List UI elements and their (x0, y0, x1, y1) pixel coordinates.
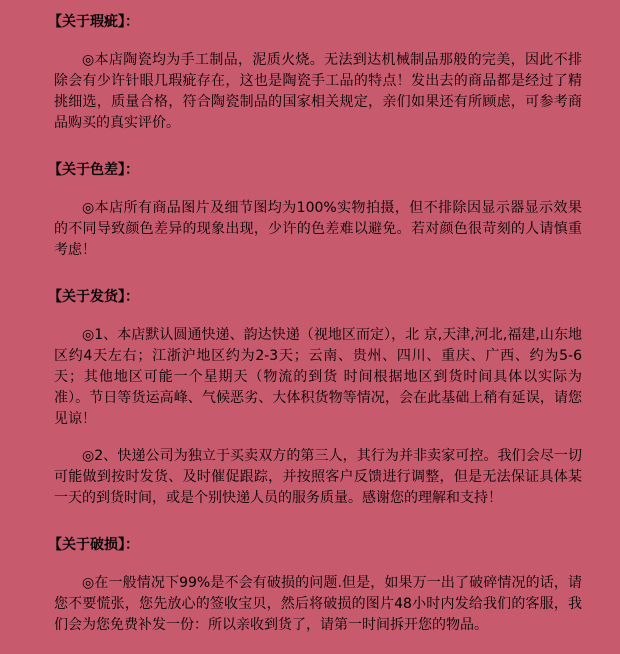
section-heading-shipping: 【关于发货】： (48, 289, 139, 305)
section-heading-color-difference: 【关于色差】： (48, 162, 139, 178)
paragraph-color-difference: ◎本店所有商品图片及细节图均为100%实物拍摄，但不排除因显示器显示效果的不同导致颜色差异的现象出现，少许的色差难以避免。若对颜色很苛刻的人请慎重考虑！ (54, 200, 582, 258)
paragraph-defects: ◎本店陶瓷均为手工制品，泥质火烧。无法到达机械制品那般的完美，因此不排除会有少许针眼几瑕疵存在，这也是陶瓷手工品的特点！发出去的商品都是经过了精挑细选，质量合格，符合陶瓷制品的国家相关规定，亲们如果还有所顾虑，可参考商品购买的真实评价。 (54, 52, 582, 131)
section-damage (48, 535, 582, 636)
section-heading-damage: 【关于破损】： (48, 537, 139, 553)
section-shipping (48, 287, 582, 509)
paragraph-damage: ◎在一般情况下99%是不会有破损的问题.但是，如果万一出了破碎情况的话，请您不要慌张，您先放心的签收宝贝，然后将破损的图片48小时内发给我们的客服，我们会为您免费补发一份：所以亲收到货了，请第一时间拆开您的物品。 (54, 575, 582, 633)
paragraph-shipping-third-party: ◎2、快递公司为独立于买卖双方的第三人，其行为并非卖家可控。我们会尽一切可能做到按时发货、及时催促跟踪，并按照客户反馈进行调整，但是无法保证具体某一天的到货时间，或是个别快递人员的服务质量。感谢您的理解和支持！ (54, 448, 582, 506)
paragraph-shipping-couriers: ◎1、本店默认圆通快递、韵达快递（视地区而定），北 京,天津,河北,福建,山东地区约4天左右；江浙沪地区约为2-3天；云南、贵州、四川、重庆、广西、约为5-6天；其他地区可能一个星期天（物流的到货 时间根据地区到货时间具体以实际为准）。节日等货运高峰、气候恶劣、大体积货物等情况，会在此基础上稍有延误，请您见谅！ (54, 327, 582, 427)
section-defects (48, 12, 582, 134)
section-color-difference (48, 160, 582, 261)
section-heading-defects: 【关于瑕疵】： (48, 14, 139, 30)
